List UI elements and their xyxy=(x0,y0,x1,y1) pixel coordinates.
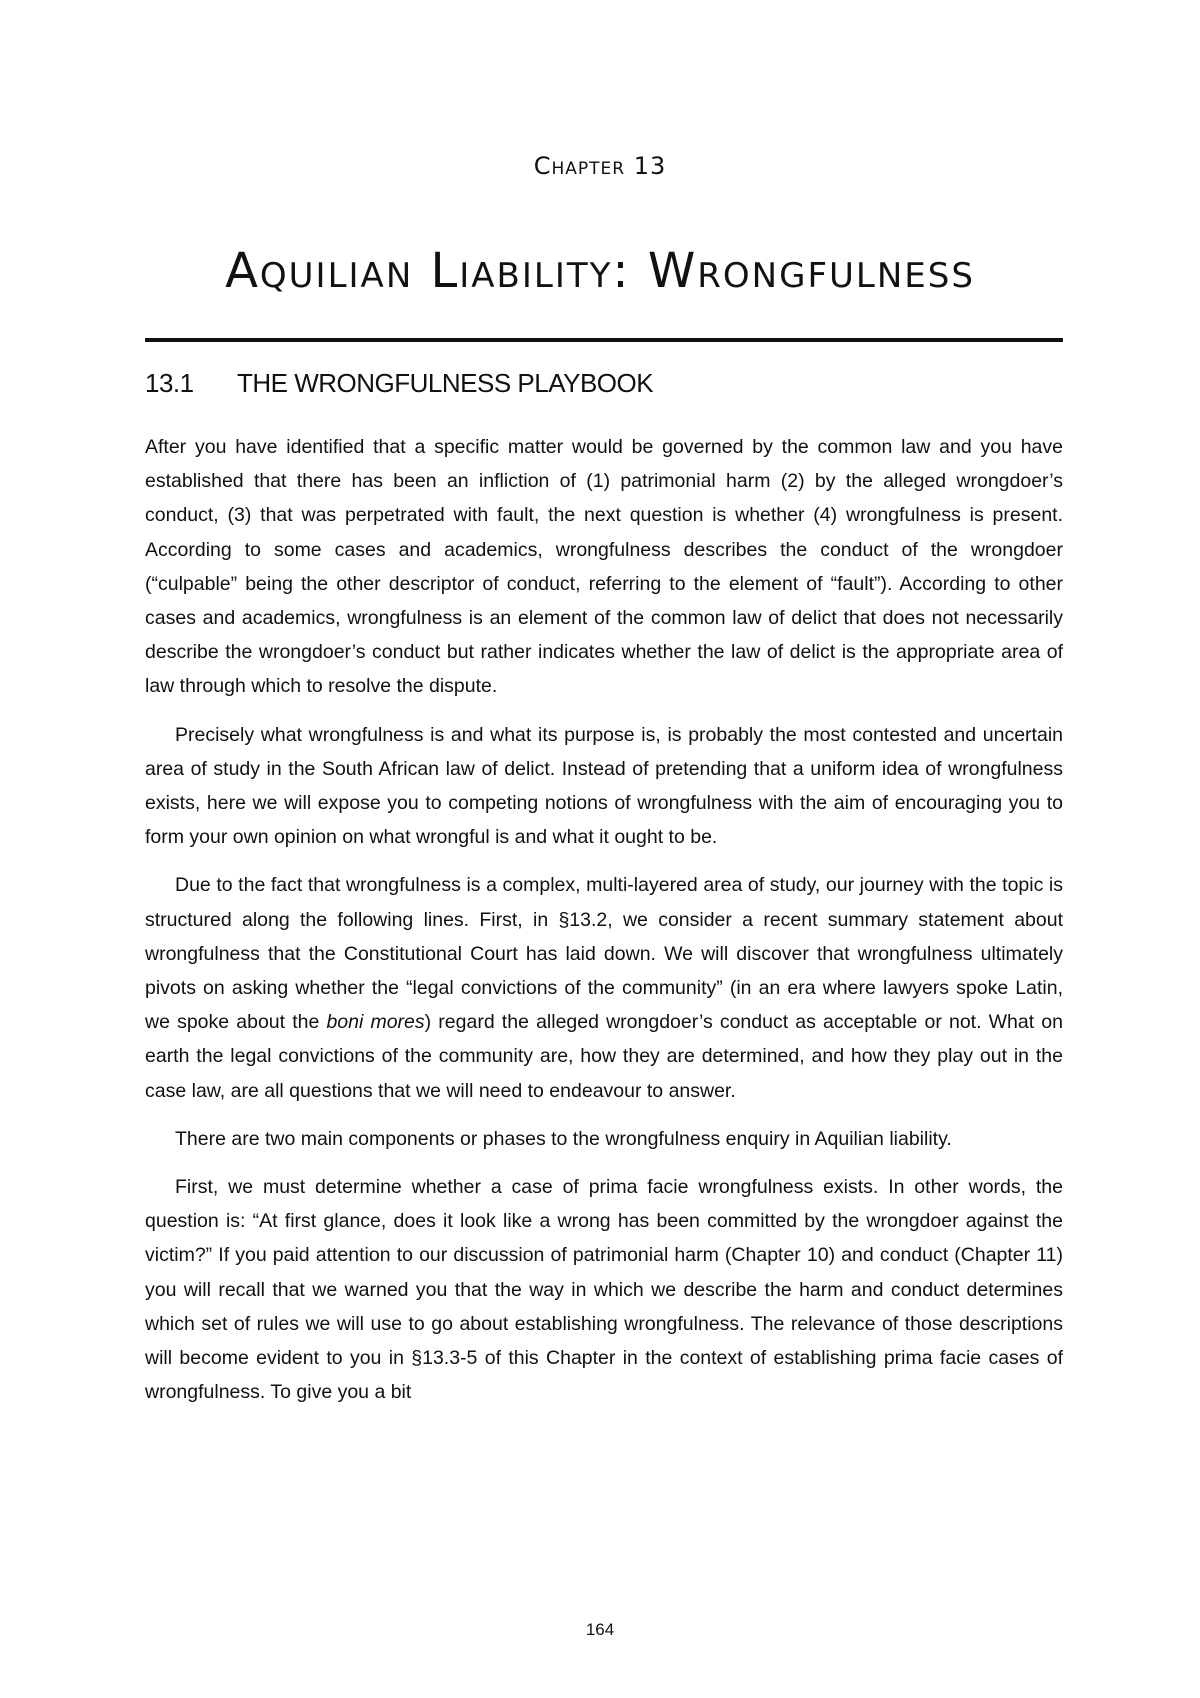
page-number: 164 xyxy=(585,1620,615,1639)
paragraph xyxy=(145,868,1063,1107)
chapter-label: Chapter 13 xyxy=(533,152,667,180)
paragraph: Precisely what wrongfulness is and what its purpose is, is probably the most contested and uncertain area of study in the South African law of delict. Instead of pretending that a uniform idea of wrongfulness exists, here we will expose you to competing notions of wrongfulness with the aim of encouraging you to form your own opinion on what wrongful is and what it ought to be. xyxy=(145,723,1063,849)
paragraph-text: Due to the fact that wrongfulness is a complex, multi-layered area of study, our journey with the topic is structured along the following lines. First, in §13.2, we consider a recent summary statement about wrongfulness that the Constitutional Court has laid down. We will discover that wrongfulness ultimately pivots on asking whether the “legal convictions of the community” (in an era where lawyers spoke Latin, we spoke about the xyxy=(145,874,1063,1034)
paragraph: There are two main components or phases to the wrongfulness enquiry in Aquilian liability. xyxy=(175,1127,952,1150)
section-number: 13.1 xyxy=(145,368,194,398)
section-heading xyxy=(145,368,653,399)
section-title: THE WRONGFULNESS PLAYBOOK xyxy=(237,368,654,398)
body-text xyxy=(145,430,1063,1423)
paragraph: After you have identified that a specific matter would be governed by the common law and you have established that there has been an infliction of (1) patrimonial harm (2) by the alleged wrongdoer’s conduct, (3) that was perpetrated with fault, the next question is whether (4) wrongfulness is present. According to some cases and academics, wrongfulness describes the conduct of the wrongdoer (“culpable” being the other descriptor of conduct, referring to the element of “fault”). According to other cases and academics, wrongfulness is an element of the common law of delict that does not necessarily describe the wrongdoer’s conduct but rather indicates whether the law of delict is the appropriate area of law through which to resolve the dispute. xyxy=(145,436,1063,698)
latin-term: boni mores xyxy=(326,1011,425,1034)
chapter-title: Aquilian Liability: Wrongfulness xyxy=(225,243,975,299)
paragraph: First, we must determine whether a case of prima facie wrongfulness exists. In other words, the question is: “At first glance, does it look like a wrong has been committed by the wrongdoer against the victim?” If you paid attention to our discussion of patrimonial harm (Chapter 10) and conduct (Chapter 11) you will recall that we warned you that the way in which we describe the harm and conduct determines which set of rules we will use to go about establishing wrongfulness. The relevance of those descriptions will become evident to you in §13.3-5 of this Chapter in the context of establishing prima facie cases of wrongfulness. To give you a bit xyxy=(145,1176,1063,1404)
paragraph-text: ) regard the alleged wrongdoer’s conduct as acceptable or not. What on earth the legal convictions of the community are, how they are determined, and how they play out in the case law, are all questions that we will need to endeavour to answer. xyxy=(145,1011,1063,1102)
title-divider xyxy=(145,338,1063,342)
